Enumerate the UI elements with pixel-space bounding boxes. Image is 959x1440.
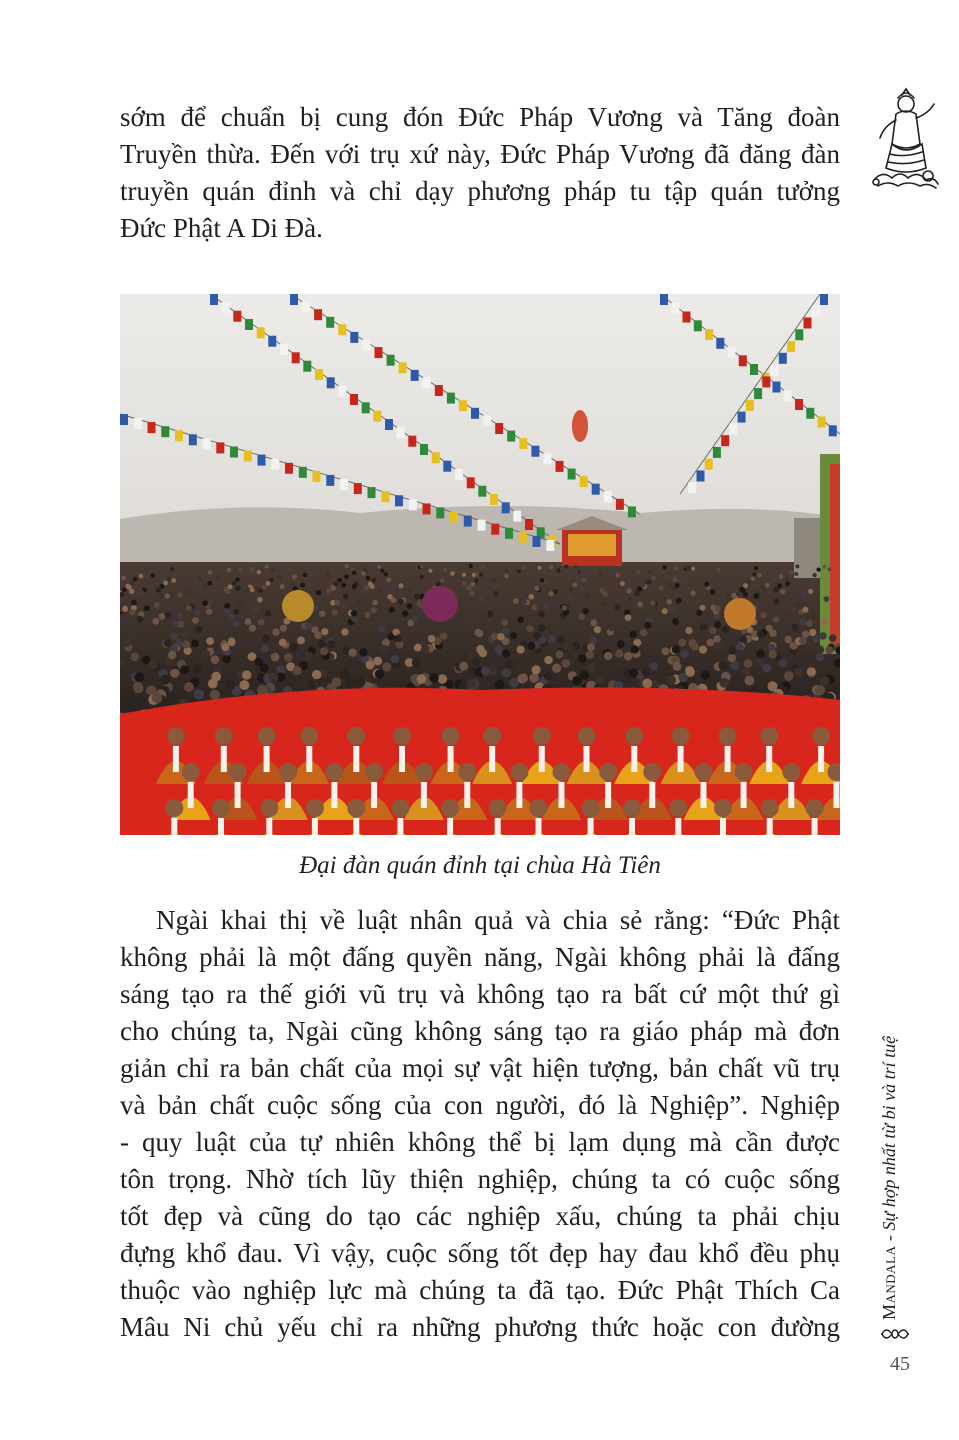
text-line: sớm để chuẩn bị cung đón Đức Pháp Vương và Tăng đoàn xyxy=(120,102,840,132)
text-line: cho chúng ta, Ngài cũng không sáng tạo ra giáo pháp mà đơn xyxy=(120,1016,840,1046)
text-line: Truyền thừa. Đến với trụ xứ này, Đức Pháp Vương đã đăng đàn xyxy=(120,139,840,169)
text-line: thuộc vào nghiệp lực mà chúng ta đã tạo. Đức Phật Thích Ca xyxy=(120,1275,840,1305)
series-name: Mandala xyxy=(879,1245,899,1320)
book-subtitle: Sự hợp nhất từ bi và trí tuệ xyxy=(879,1035,899,1231)
dakini-figure-icon xyxy=(866,84,942,194)
text-line: - quy luật của tự nhiên không thể bị lạm dụng mà cần được xyxy=(120,1127,840,1157)
text-line: Đức Phật A Di Đà. xyxy=(120,213,323,243)
text-line: tốt đẹp và cũng do tạo các nghiệp xấu, chúng ta phải chịu xyxy=(120,1201,840,1231)
text-line: sáng tạo ra thế giới vũ trụ và không tạo ra bất cứ một thứ gì xyxy=(120,979,840,1009)
body-paragraph xyxy=(120,902,840,1346)
text-line: tôn trọng. Nhờ tích lũy thiện nghiệp, chúng ta có cuộc sống xyxy=(120,1164,840,1194)
text-line: Mâu Ni chủ yếu chỉ ra những phương thức hoặc con đường xyxy=(120,1312,840,1342)
text-line: và bản chất cuộc sống của con người, đó là Nghiệp”. Nghiệp xyxy=(120,1090,840,1120)
ceremony-photo xyxy=(120,294,840,835)
dorje-icon xyxy=(880,1327,910,1341)
page-number: 45 xyxy=(890,1353,910,1375)
text-line: không phải là một đấng quyền năng, Ngài không phải là đấng xyxy=(120,942,840,972)
text-line: giản chỉ ra bản chất của mọi sự vật hiện tượng, bản chất vũ trụ xyxy=(120,1053,840,1083)
running-title xyxy=(873,960,905,1320)
top-paragraph xyxy=(120,99,840,247)
title-separator: - xyxy=(879,1230,899,1246)
photo-caption: Đại đàn quán đỉnh tại chùa Hà Tiên xyxy=(299,852,661,879)
text-line: đựng khổ đau. Vì vậy, cuộc sống tốt đẹp hay đau khổ đều phụ xyxy=(120,1238,840,1268)
text-line: Ngài khai thị về luật nhân quả và chia sẻ rằng: “Đức Phật xyxy=(156,905,840,935)
text-line: truyền quán đỉnh và chỉ dạy phương pháp tu tập quán tưởng xyxy=(120,176,840,206)
